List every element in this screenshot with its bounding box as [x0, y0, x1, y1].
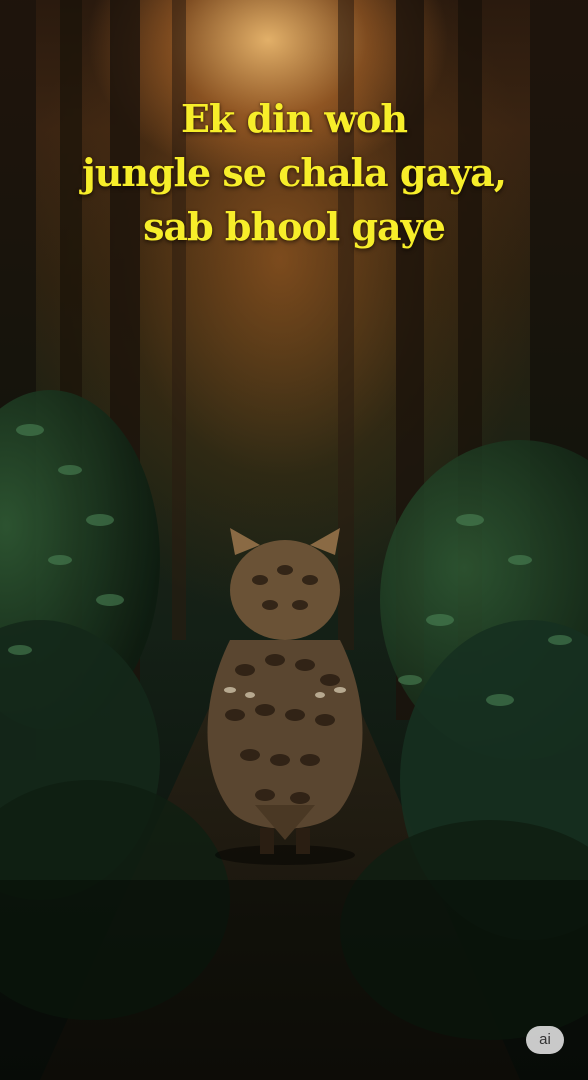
caption-text	[20, 92, 568, 254]
caption-line: sab bhool gaye	[143, 204, 445, 249]
caption-line: jungle se chala gaya,	[81, 150, 506, 195]
ai-badge: ai	[526, 1026, 564, 1054]
caption-line: Ek din woh	[180, 96, 408, 141]
vignette	[0, 880, 588, 1080]
owl-icon	[190, 520, 380, 870]
